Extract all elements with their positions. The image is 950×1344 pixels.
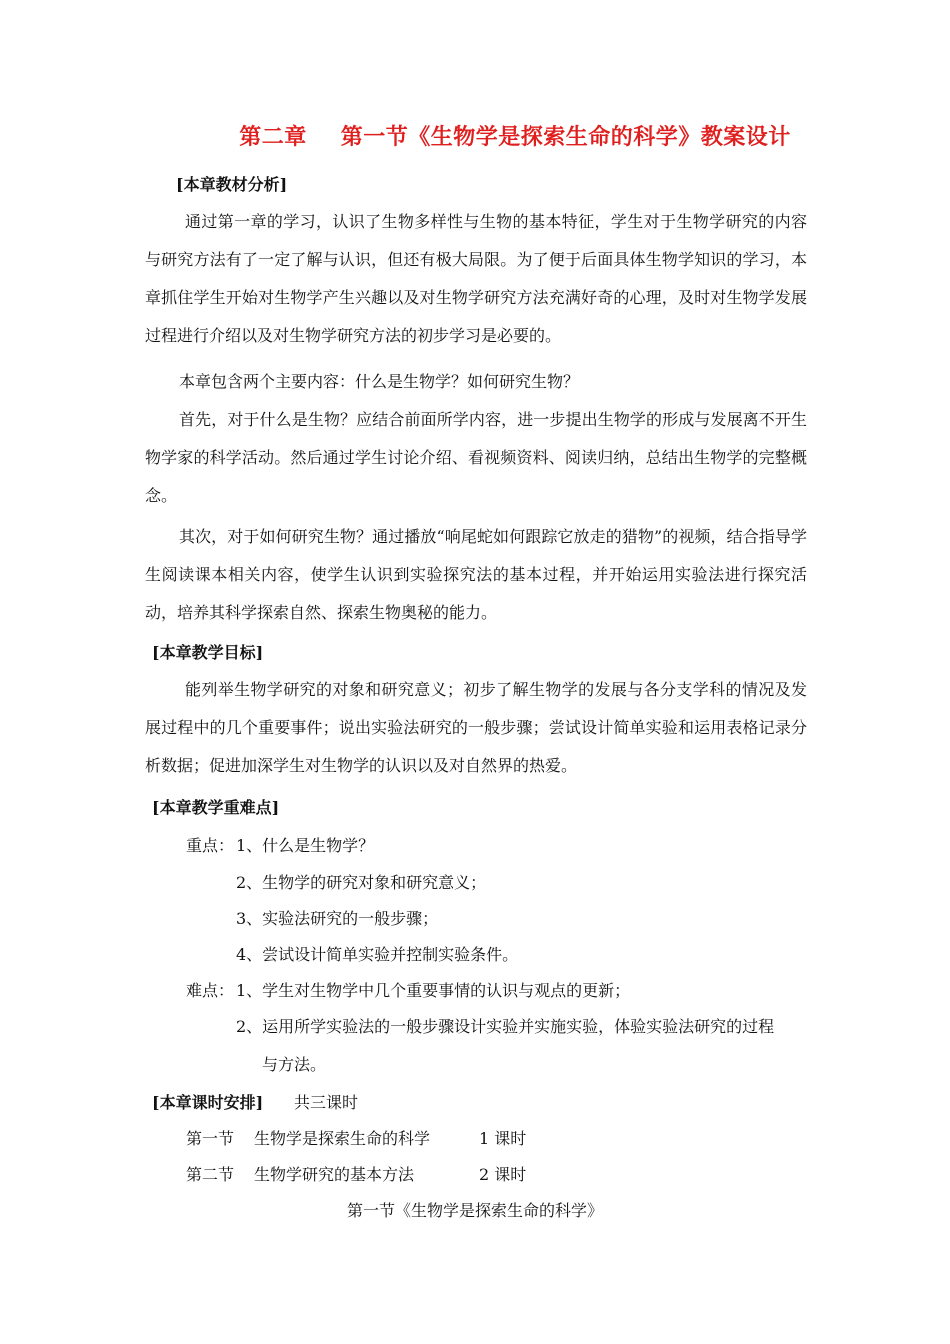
- document-title: [0, 120, 950, 151]
- key-item-3: 3、实验法研究的一般步骤；: [236, 909, 439, 928]
- key-item-2: 2、生物学的研究对象和研究意义；: [236, 873, 487, 892]
- goals-heading: [本章教学目标]: [152, 643, 264, 662]
- schedule-row-2-name: 生物学研究的基本方法: [254, 1165, 415, 1184]
- schedule-heading: [本章课时安排]: [152, 1093, 264, 1112]
- key-item-4: 4、尝试设计简单实验并控制实验条件。: [236, 945, 519, 964]
- keypoints-heading: [本章教学重难点]: [152, 798, 280, 817]
- schedule-total: 共三课时: [294, 1093, 359, 1112]
- difficulty-item-2-cont: 与方法。: [262, 1055, 327, 1074]
- schedule-row-1-hours: 1 课时: [479, 1129, 527, 1148]
- section-title: 第一节《生物学是探索生命的科学》教案设计: [340, 124, 791, 150]
- key-item-1: 1、什么是生物学？: [236, 836, 375, 855]
- analysis-paragraph-4: 其次，对于如何研究生物？通过播放“响尾蛇如何跟踪它放走的猎物”的视频，结合指导学生阅读课本相关内容，使学生认识到实验探究法的基本过程，并开始运用实验法进行探究活动，培养其科学探索自然、探索生物奥秘的能力。: [145, 527, 807, 622]
- difficulty-item-2: 2、运用所学实验法的一般步骤设计实验并实施实验，体验实验法研究的过程: [236, 1017, 775, 1036]
- section-subtitle: 第一节《生物学是探索生命的科学》: [346, 1201, 603, 1220]
- schedule-row-1-section: 第一节: [186, 1129, 235, 1148]
- difficulty-label: 难点：: [186, 981, 235, 1000]
- analysis-paragraph-2: 本章包含两个主要内容：什么是生物学？如何研究生物？: [179, 372, 580, 391]
- schedule-row-1-name: 生物学是探索生命的科学: [254, 1129, 431, 1148]
- analysis-heading: [本章教材分析]: [176, 175, 288, 194]
- schedule-row-2-section: 第二节: [186, 1165, 235, 1184]
- analysis-paragraph-3: 首先，对于什么是生物？应结合前面所学内容，进一步提出生物学的形成与发展离不开生物学家的科学活动。然后通过学生讨论介绍、看视频资料、阅读归纳，总结出生物学的完整概念。: [145, 410, 807, 505]
- analysis-paragraph-1: 通过第一章的学习，认识了生物多样性与生物的基本特征，学生对于生物学研究的内容与研究方法有了一定了解与认识，但还有极大局限。为了便于后面具体生物学知识的学习，本章抓住学生开始对生物学产生兴趣以及对生物学研究方法充满好奇的心理，及时对生物学发展过程进行介绍以及对生物学研究方法的初步学习是必要的。: [145, 212, 807, 345]
- chapter-label: 第二章: [239, 124, 307, 150]
- difficulty-item-1: 1、学生对生物学中几个重要事情的认识与观点的更新；: [236, 981, 631, 1000]
- key-label: 重点：: [186, 836, 235, 855]
- goals-paragraph: 能列举生物学研究的对象和研究意义；初步了解生物学的发展与各分支学科的情况及发展过程中的几个重要事件；说出实验法研究的一般步骤；尝试设计简单实验和运用表格记录分析数据；促进加深学生对生物学的认识以及对自然界的热爱。: [145, 680, 807, 775]
- schedule-row-2-hours: 2 课时: [479, 1165, 527, 1184]
